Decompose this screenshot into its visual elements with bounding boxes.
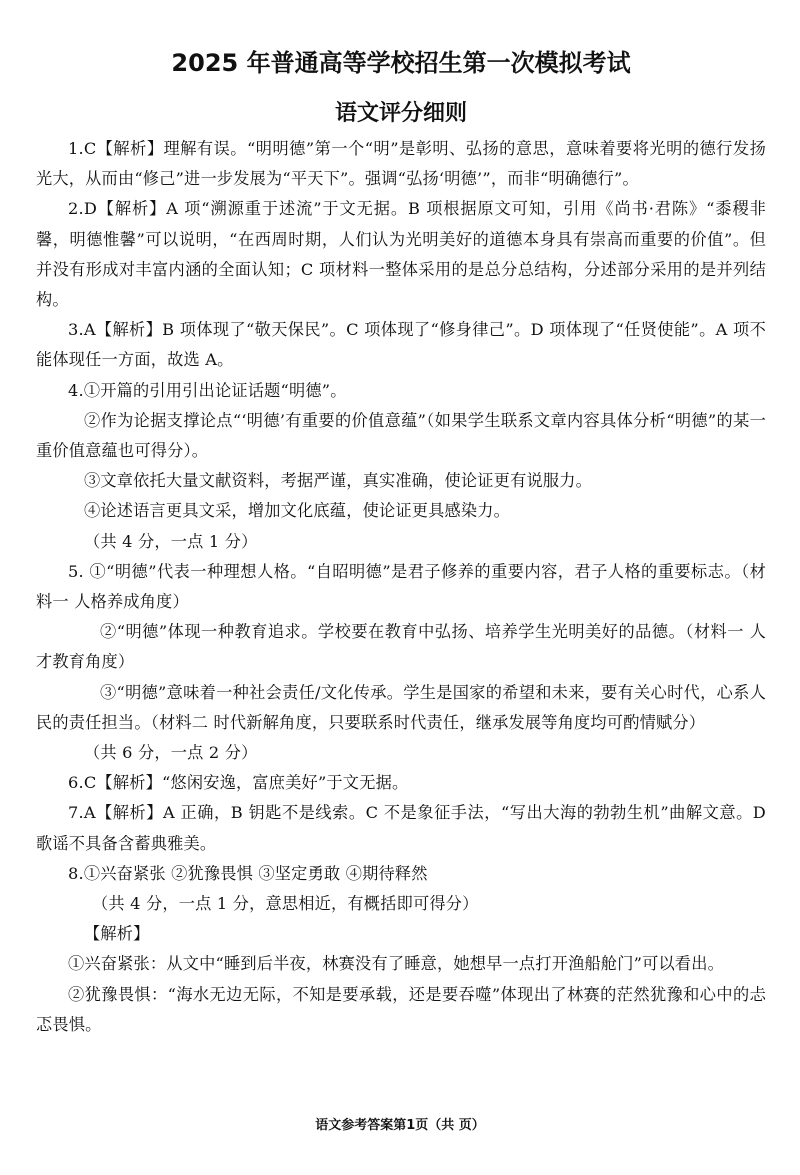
answer-q6: 6.C【解析】“悠闲安逸，富庶美好”于文无据。 <box>68 773 409 793</box>
answer-q4-point3: ③文章依托大量文献资料，考据严谨，真实准确，使论证更有说服力。 <box>84 471 593 491</box>
answer-q4-point2: ②作为论据支撑论点“‘明德’有重要的价值意蕴”（如果学生联系文章内容具体分析“明德”的某一重价值意蕴也可得分）。 <box>36 410 766 461</box>
answer-q4-point1: 4.①开篇的引用引出论证话题“明德”。 <box>68 380 347 400</box>
answer-q8-score: （共 4 分，一点 1 分，意思相近，有概括即可得分） <box>92 894 479 914</box>
answer-q3: 3.A【解析】B 项体现了“敬天保民”。C 项体现了“修身律己”。D 项体现了“任贤使能”。A 项不能体现任一方面，故选 A。 <box>36 320 766 370</box>
page-title: 2025 年普通高等学校招生第一次模拟考试 <box>171 49 631 77</box>
answer-q2: 2.D【解析】A 项“溯源重于述流”于文无据。B 项根据原文可知，引用《尚书·君陈》“黍稷非馨，明德惟馨”可以说明，“在西周时期，人们认为光明美好的道德本身具有崇高而重要的价值”。但并没有形成对丰富内涵的全面认知；C 项材料一整体采用的是总分总结构，分述部分采用的是并列结构。 <box>36 199 766 310</box>
answer-q8-analysis-1: ①兴奋紧张：从文中“睡到后半夜，林赛没有了睡意，她想早一点打开渔船舱门”可以看出。 <box>68 954 725 974</box>
answer-q5-score: （共 6 分，一点 2 分） <box>84 743 258 763</box>
page-subtitle: 语文评分细则 <box>334 101 467 126</box>
answer-q5-point2: ②“明德”体现一种教育追求。学校要在教育中弘扬、培养学生光明美好的品德。（材料一 人才教育角度） <box>36 622 766 672</box>
answer-q8-analysis-2: ②犹豫畏惧：“海水无边无际，不知是要承载，还是要吞噬”体现出了林赛的茫然犹豫和心中的忐忑畏惧。 <box>36 984 766 1034</box>
page-footer: 语文参考答案第1页（共 页） <box>315 1118 485 1133</box>
answer-q4-point4: ④论述语言更具文采，增加文化底蕴，使论证更具感染力。 <box>84 501 511 521</box>
answer-q8-analysis-label: 【解析】 <box>84 924 150 944</box>
answer-q1: 1.C【解析】理解有误。“明明德”第一个“明”是彰明、弘扬的意思，意味着要将光明的德行发扬光大，从而由“修己”进一步发展为“平天下”。强调“弘扬‘明德’”，而非“明确德行”。 <box>36 139 766 189</box>
answer-q5-point3: ③“明德”意味着一种社会责任/文化传承。学生是国家的希望和未来，要有关心时代，心系人民的责任担当。（材料二 时代新解角度，只要联系时代责任，继承发展等角度均可酌情赋分） <box>36 682 766 732</box>
answer-q5-point1: 5. ①“明德”代表一种理想人格。“自昭明德”是君子修养的重要内容，君子人格的重要标志。（材料一 人格养成角度） <box>36 561 766 612</box>
answer-q4-score: （共 4 分，一点 1 分） <box>84 531 258 551</box>
answer-q7: 7.A【解析】A 正确，B 钥匙不是线索。C 不是象征手法，“写出大海的勃勃生机”曲解文意。D 歌谣不具备含蓄典雅美。 <box>36 803 766 853</box>
answer-q8: 8.①兴奋紧张 ②犹豫畏惧 ③坚定勇敢 ④期待释然 <box>68 863 428 883</box>
